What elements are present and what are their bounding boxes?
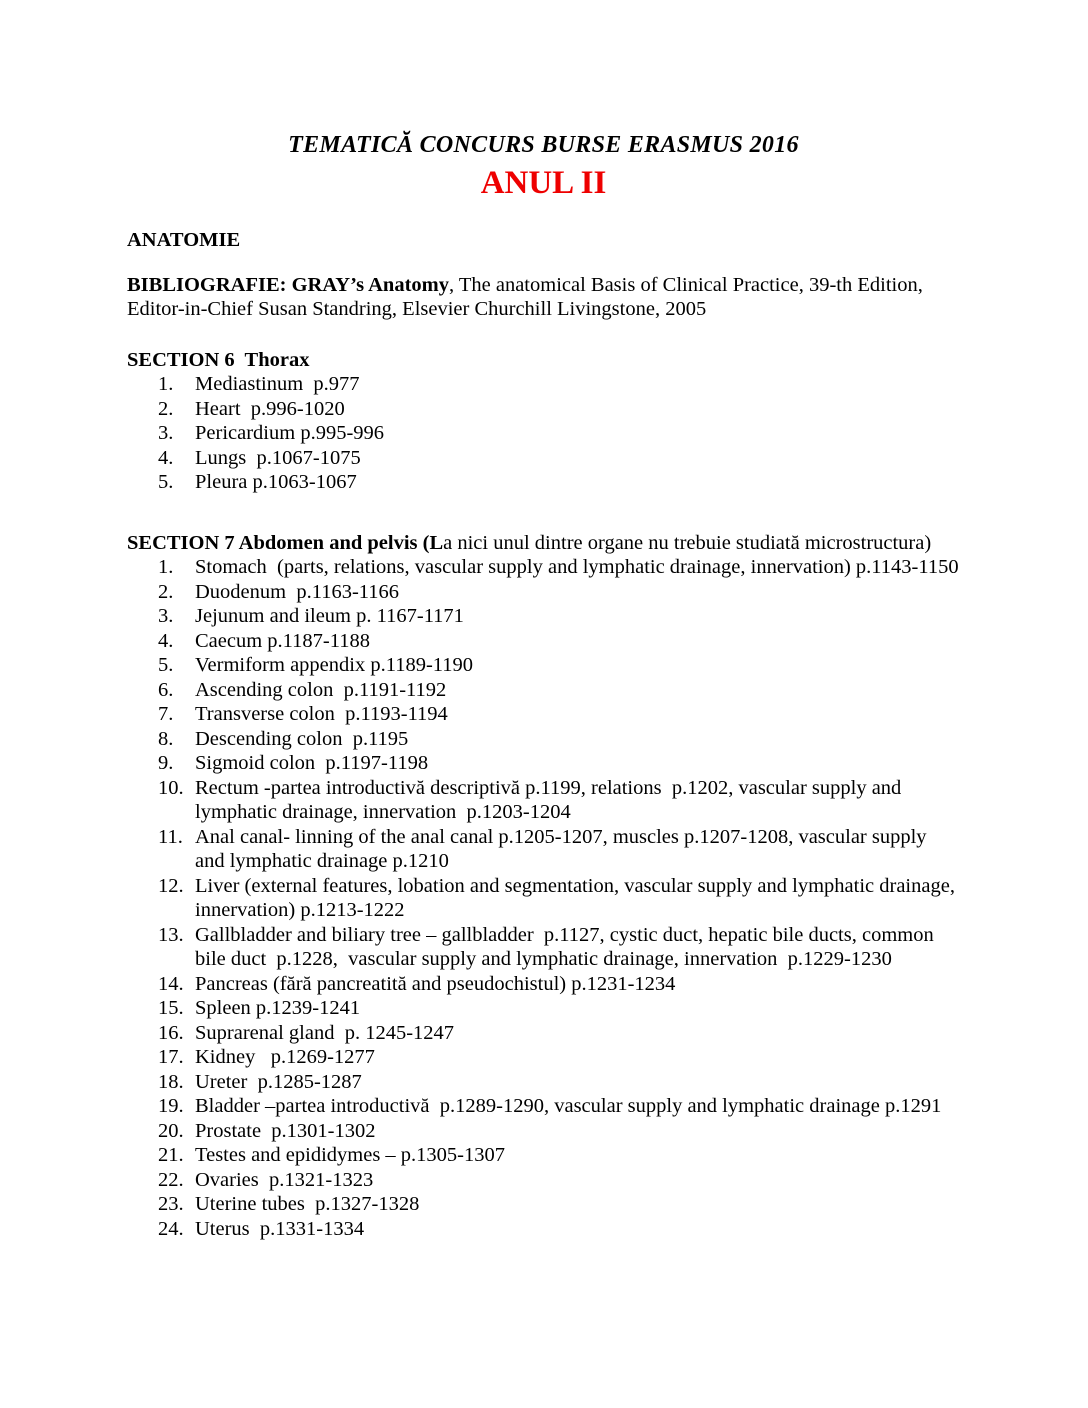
section-7-heading-bold: SECTION 7 Abdomen and pelvis (L xyxy=(127,531,444,554)
list-item: Bladder –partea introductivă p.1289-1290, vascular supply and lymphatic drainage p.1291 xyxy=(195,1095,942,1117)
list-item: Testes and epididymes – p.1305-1307 xyxy=(195,1144,506,1166)
document-title: TEMATICĂ CONCURS BURSE ERASMUS 2016 xyxy=(288,132,799,158)
list-item: Gallbladder and biliary tree – gallbladder p.1127, cystic duct, hepatic bile ducts, common bile duct p.1228, vascular supply and lymphatic drainage, innervation p.1229-1230 xyxy=(195,923,939,970)
list-item: Stomach (parts, relations, vascular supply and lymphatic drainage, innervation) p.1143-1150 xyxy=(195,556,959,578)
bibliography-rest-run: , The anatomical Basis of Clinical Practice, 39-th Edition, Editor-in-Chief Susan Standring, Elsevier Churchill Livingstone, 2005 xyxy=(127,273,928,320)
bibliography-paragraph xyxy=(127,273,960,322)
list-item: Heart p.996-1020 xyxy=(195,397,345,420)
list-item: Mediastinum p.977 xyxy=(195,373,360,395)
section-7-list xyxy=(127,555,960,1241)
list-item: Liver (external features, lobation and segmentation, vascular supply and lymphatic drainage, innervation) p.1213-1222 xyxy=(195,874,961,921)
list-item: Transverse colon p.1193-1194 xyxy=(195,703,448,725)
list-item: Kidney p.1269-1277 xyxy=(195,1046,375,1068)
list-item: Pancreas (fără pancreatită and pseudochistul) p.1231-1234 xyxy=(195,972,676,995)
section-6-heading-bold: SECTION 6 Thorax xyxy=(127,348,310,371)
list-item: Lungs p.1067-1075 xyxy=(195,446,361,469)
subject-heading-anatomie: ANATOMIE xyxy=(127,229,241,251)
list-item: Suprarenal gland p. 1245-1247 xyxy=(195,1021,455,1044)
list-item: Pleura p.1063-1067 xyxy=(195,471,357,493)
list-item: Pericardium p.995-996 xyxy=(195,422,385,444)
list-item: Prostate p.1301-1302 xyxy=(195,1119,376,1142)
list-item: Duodenum p.1163-1166 xyxy=(195,580,400,603)
list-item: Rectum -partea introductivă descriptivă p.1199, relations p.1202, vascular supply and lymphatic drainage, innervation p.1203-1204 xyxy=(195,776,907,823)
section-6-heading xyxy=(127,348,960,373)
list-item: Ureter p.1285-1287 xyxy=(195,1070,362,1093)
document-subtitle: ANUL II xyxy=(480,165,607,201)
bibliography-bold-run: BIBLIOGRAFIE: GRAY’s Anatomy xyxy=(127,273,449,296)
list-item: Vermiform appendix p.1189-1190 xyxy=(195,654,474,676)
list-item: Uterus p.1331-1334 xyxy=(195,1217,365,1240)
list-item: Anal canal- linning of the anal canal p.1205-1207, muscles p.1207-1208, vascular supply and lymphatic drainage p.1210 xyxy=(195,825,932,872)
list-item: Ovaries p.1321-1323 xyxy=(195,1168,374,1191)
list-item: Jejunum and ileum p. 1167-1171 xyxy=(195,605,464,627)
section-7-heading-rest: a nici unul dintre organe nu trebuie studiată microstructura) xyxy=(443,531,932,554)
list-item: Sigmoid colon p.1197-1198 xyxy=(195,752,429,774)
list-item: Spleen p.1239-1241 xyxy=(195,997,361,1019)
section-7-heading xyxy=(127,531,960,556)
list-item: Uterine tubes p.1327-1328 xyxy=(195,1193,420,1215)
list-item: Descending colon p.1195 xyxy=(195,727,409,750)
section-6-list xyxy=(127,372,960,495)
list-item: Ascending colon p.1191-1192 xyxy=(195,678,447,701)
list-item: Caecum p.1187-1188 xyxy=(195,629,370,652)
